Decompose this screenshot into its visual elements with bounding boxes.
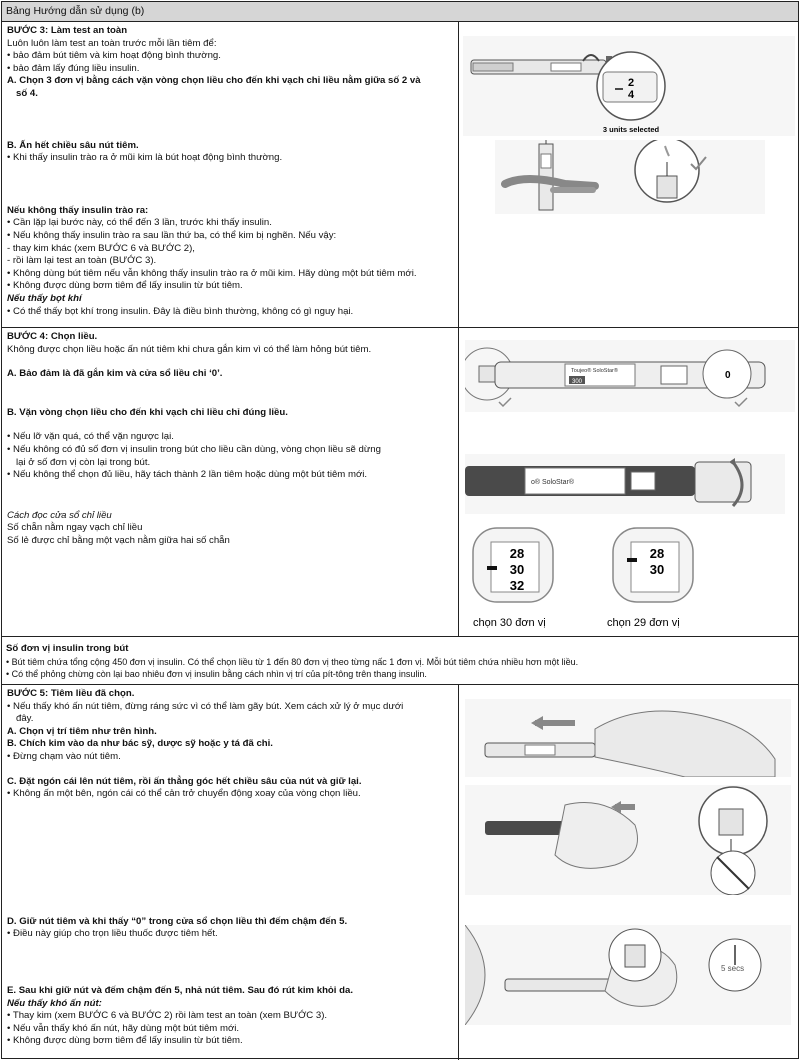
dial-number-bottom: 4 <box>627 89 635 101</box>
dial-number: 28 <box>649 546 665 561</box>
step3-note: - thay kim khác (xem BƯỚC 6 và BƯỚC 2), <box>7 242 195 254</box>
dial-number: 28 <box>509 546 525 561</box>
step3-note: - rồi làm lại test an toàn (BƯỚC 3). <box>7 255 157 267</box>
step3-no-insulin-title: Nếu không thấy insulin trào ra: <box>7 204 149 216</box>
dose-window-zero: 0 <box>725 370 731 381</box>
step4-note: • Nếu không thể chọn đủ liều, hãy tách thành 2 lần tiêm hoặc dùng một bút tiêm mới. <box>7 469 368 481</box>
step3-intro: Luôn luôn làm test an toàn trước mỗi lần tiêm để: <box>7 37 217 49</box>
step5-hard-note: • Nếu vẫn thấy khó ấn nút, hãy dùng một bút tiêm mới. <box>7 1022 240 1034</box>
step3-note: • Nếu không thấy insulin trào ra sau lần thứ ba, có thể kim bị nghẽn. Nếu vậy: <box>7 229 337 241</box>
step3-b: B. Ấn hết chiều sâu nút tiêm. <box>7 139 139 151</box>
step3-bullet: • bảo đảm lấy đúng liều insulin. <box>7 62 140 74</box>
caption-29-units: chọn 29 đơn vị <box>607 617 680 629</box>
fig-caption: 3 units selected <box>602 125 660 134</box>
units-row <box>2 637 798 685</box>
dial-number: 32 <box>509 578 525 593</box>
step3-figures <box>458 22 798 327</box>
dial-number-top: 2 <box>627 77 635 89</box>
step4-read-title: Cách đọc cửa sổ chỉ liều <box>7 509 112 521</box>
step3-bullet: • bảo đảm bút tiêm và kim hoạt động bình thường. <box>7 50 221 62</box>
step4-read-text: Số chẵn nằm ngay vạch chỉ liều <box>7 522 143 534</box>
dial-number: 30 <box>649 562 665 577</box>
step5-d: D. Giữ nút tiêm và khi thấy “0” trong cửa sổ chọn liều thì đếm chậm đến 5. <box>7 915 348 927</box>
step3-text <box>2 22 458 327</box>
dial-number: 30 <box>509 562 525 577</box>
step5-text <box>2 685 458 1060</box>
step4-text <box>2 328 458 636</box>
step4-intro: Không được chọn liều hoặc ấn nút tiêm khi chưa gắn kim vì có thể làm hỏng bút tiêm. <box>7 343 372 355</box>
step5-c-note: • Không ấn một bên, ngón cái có thể cản trở chuyển động xoay của vòng chọn liều. <box>7 788 361 800</box>
dose-window-examples <box>469 524 789 632</box>
pen-brand-label: Toujeo® SoloStar® <box>571 368 618 374</box>
pen-turn-figure <box>465 454 785 514</box>
pen-brand-label: o® SoloStar® <box>531 479 575 486</box>
hold-count-figure <box>465 925 791 1025</box>
table-title: Bảng Hướng dẫn sử dụng (b) <box>6 5 145 17</box>
step4-row <box>2 328 798 637</box>
step3-note: • Không dùng bút tiêm nếu vẫn không thấy insulin trào ra ở mũi kim. Hãy dùng một bút tiêm mới. <box>7 267 417 279</box>
step5-d-note: • Điều này giúp cho trọn liều thuốc được tiêm hết. <box>7 928 218 940</box>
step4-note: • Nếu không có đủ số đơn vị insulin trong bút cho liều cần dùng, vòng chọn liều sẽ dừng <box>7 443 381 455</box>
units-note: • Bút tiêm chứa tổng cộng 450 đơn vị insulin. Có thể chọn liều từ 1 đến 80 đơn vị theo từng nấc 1 đơn vị. Mỗi bút tiêm chứa nhiều hơn một liều. <box>6 656 579 667</box>
step4-a: A. Bảo đảm là đã gắn kim và cửa sổ liều chỉ ‘0’. <box>7 368 223 380</box>
step4-figures <box>458 328 798 636</box>
step3-a: A. Chọn 3 đơn vị bằng cách vặn vòng chọn liều cho đến khi vạch chỉ liều nằm giữa số 2 và <box>7 75 421 87</box>
pen-zero-figure <box>465 340 795 412</box>
step4-note: lại ở số đơn vị còn lại trong bút. <box>16 456 151 468</box>
step3-note: • Không được dùng bơm tiêm để lấy insulin từ bút tiêm. <box>7 280 243 292</box>
instruction-table <box>1 1 799 1059</box>
step5-hard-note: • Thay kim (xem BƯỚC 6 và BƯỚC 2) rồi làm test an toàn (xem BƯỚC 3). <box>7 1010 328 1022</box>
caption-30-units: chọn 30 đơn vị <box>473 617 546 629</box>
step3-row <box>2 22 798 328</box>
step5-c: C. Đặt ngón cái lên nút tiêm, rồi ấn thẳng góc hết chiều sâu của nút và giữ lại. <box>7 775 362 787</box>
step5-e: E. Sau khi giữ nút và đếm chậm đến 5, nhả nút tiêm. Sau đó rút kim khỏi da. <box>7 984 353 996</box>
step4-read-text: Số lẻ được chỉ bằng một vạch nằm giữa hai số chẵn <box>7 534 230 546</box>
pen-dial-figure <box>463 36 795 136</box>
step3-a-cont: số 4. <box>16 87 38 99</box>
step5-figures <box>458 685 798 1060</box>
injection-site-figure <box>465 699 791 777</box>
step3-note: • Cần lặp lại bước này, có thể đến 3 lần, trước khi thấy insulin. <box>7 217 272 229</box>
pen-dose-label: 300 <box>571 379 583 385</box>
step5-b-note: • Đừng chạm vào nút tiêm. <box>7 750 121 762</box>
step4-title: BƯỚC 4: Chọn liều. <box>7 331 98 342</box>
table-header <box>2 2 798 22</box>
safety-test-figure <box>495 140 765 214</box>
step4-b: B. Vặn vòng chọn liều cho đến khi vạch chỉ liều chỉ đúng liều. <box>7 406 288 418</box>
units-note: • Có thể phỏng chừng còn lại bao nhiêu đơn vị insulin bằng cách nhìn vị trí của pít-tông trên thang insulin. <box>6 669 427 680</box>
step3-bubble-text: • Có thể thấy bọt khí trong insulin. Đây là điều bình thường, không có gì nguy hại. <box>7 305 354 317</box>
step5-note: • Nếu thấy khó ấn nút tiêm, đừng ráng sức vì có thể làm gãy bút. Xem cách xử lý ở mục dưới <box>7 700 404 712</box>
step5-note: đây. <box>16 713 34 725</box>
step4-note: • Nếu lỡ vặn quá, có thể vặn ngược lại. <box>7 431 174 443</box>
step5-b: B. Chích kim vào da như bác sỹ, dược sỹ hoặc y tá đã chỉ. <box>7 738 273 750</box>
units-title: Số đơn vị insulin trong bút <box>6 643 129 654</box>
step5-hard-note: • Không được dùng bơm tiêm để lấy insulin từ bút tiêm. <box>7 1035 243 1047</box>
seconds-label: 5 secs <box>721 964 745 973</box>
step5-a: A. Chọn vị trí tiêm như trên hình. <box>7 725 157 737</box>
step3-bubble-title: Nếu thấy bọt khí <box>7 292 82 304</box>
step3-title: BƯỚC 3: Làm test an toàn <box>7 25 128 36</box>
press-button-figure <box>465 785 791 895</box>
units-text <box>6 643 578 681</box>
step5-row <box>2 685 798 1060</box>
step3-b-text: • Khi thấy insulin trào ra ở mũi kim là bút hoạt động bình thường. <box>7 152 283 164</box>
step5-title: BƯỚC 5: Tiêm liều đã chọn. <box>7 688 135 699</box>
step5-hard-title: Nếu thấy khó ấn nút: <box>7 997 102 1009</box>
